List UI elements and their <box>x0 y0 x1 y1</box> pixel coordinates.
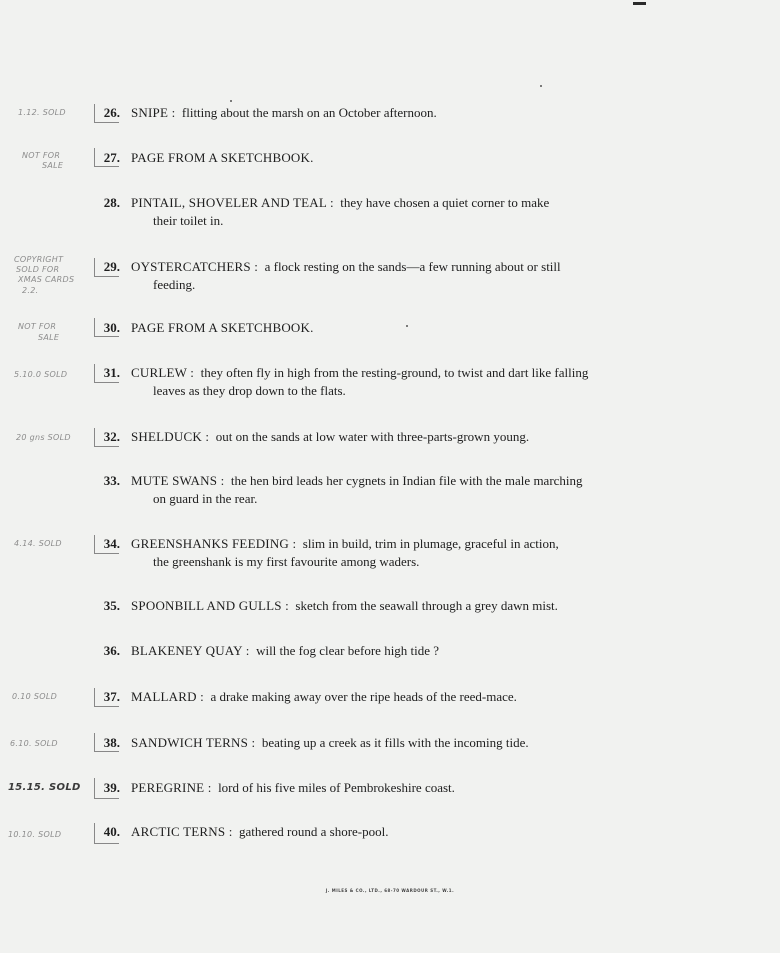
entry-number: 26. <box>103 105 120 120</box>
margin-note-37: 0.10 SOLD <box>12 692 58 701</box>
margin-note-40: 10.10. SOLD <box>8 830 62 839</box>
entry-text <box>131 149 653 167</box>
entry-number: 32. <box>103 429 120 444</box>
margin-note-29a: COPYRIGHT <box>14 255 64 264</box>
entry-text <box>131 364 653 400</box>
entry-continuation: feeding. <box>153 277 196 292</box>
entry-text <box>131 823 653 841</box>
entry-text <box>131 779 653 797</box>
entry-text <box>131 535 653 571</box>
top-edge-mark <box>633 2 646 5</box>
entry-description: slim in build, trim in plumage, graceful in action, <box>302 536 559 551</box>
entry-title: PAGE FROM A SKETCHBOOK. <box>131 150 314 165</box>
entry-text <box>131 597 653 615</box>
entry-number: 29. <box>103 259 120 274</box>
margin-note-29c: XMAS CARDS <box>18 275 75 284</box>
entry-title: BLAKENEY QUAY : <box>131 643 250 658</box>
entry-title: SHELDUCK : <box>131 429 210 444</box>
entry-text <box>131 319 653 337</box>
entry-title: MUTE SWANS : <box>131 473 225 488</box>
entry-text <box>131 734 653 752</box>
margin-note-32: 20 gns SOLD <box>16 433 71 442</box>
entry-text <box>131 258 653 294</box>
entry-title: SPOONBILL AND GULLS : <box>131 598 289 613</box>
margin-note-31: 5.10.0 SOLD <box>14 370 68 379</box>
entry-description: they often fly in high from the resting-ground, to twist and dart like falling <box>200 365 589 380</box>
entry-description: a flock resting on the sands—a few running about or still <box>264 259 561 274</box>
paper-speck <box>540 85 542 87</box>
entry-number: 36. <box>103 643 120 658</box>
entry-text <box>131 472 653 508</box>
entry-number: 31. <box>103 365 120 380</box>
entry-text <box>131 194 653 230</box>
entry-description: flitting about the marsh on an October afternoon. <box>181 105 437 120</box>
entry-text <box>131 428 653 446</box>
entry-title: PINTAIL, SHOVELER AND TEAL : <box>131 195 334 210</box>
entry-text <box>131 642 653 660</box>
margin-note-34: 4.14. SOLD <box>14 539 62 548</box>
entry-number: 30. <box>103 320 120 335</box>
entry-continuation: the greenshank is my first favourite among waders. <box>153 554 420 569</box>
entry-continuation: their toilet in. <box>153 213 224 228</box>
entry-description: lord of his five miles of Pembrokeshire coast. <box>218 780 455 795</box>
entry-title: MALLARD : <box>131 689 204 704</box>
entry-number: 37. <box>103 689 120 704</box>
entry-number: 40. <box>103 824 120 839</box>
entry-title: PEREGRINE : <box>131 780 212 795</box>
entry-title: OYSTERCATCHERS : <box>131 259 259 274</box>
entry-number: 35. <box>103 598 120 613</box>
entry-number: 27. <box>103 150 120 165</box>
entry-number: 33. <box>103 473 120 488</box>
entry-title: PAGE FROM A SKETCHBOOK. <box>131 320 314 335</box>
entry-description: gathered round a shore-pool. <box>239 824 389 839</box>
margin-note-38: 6.10. SOLD <box>10 739 58 748</box>
margin-note-30a: NOT FOR <box>18 322 57 331</box>
margin-note-39: 15.15. SOLD <box>8 782 81 793</box>
entry-text <box>131 688 653 706</box>
entry-continuation: leaves as they drop down to the flats. <box>153 383 346 398</box>
entry-number: 34. <box>103 536 120 551</box>
margin-note-27a: NOT FOR <box>22 151 61 160</box>
margin-note-29b: SOLD FOR <box>16 265 60 274</box>
margin-note-27b: SALE <box>42 161 64 170</box>
entry-title: GREENSHANKS FEEDING : <box>131 536 297 551</box>
entry-number: 39. <box>103 780 120 795</box>
paper-speck <box>230 100 232 102</box>
entry-description: beating up a creek as it fills with the incoming tide. <box>261 735 529 750</box>
entry-description: will the fog clear before high tide ? <box>256 643 440 658</box>
entry-title: CURLEW : <box>131 365 195 380</box>
entry-title: ARCTIC TERNS : <box>131 824 233 839</box>
entry-title: SANDWICH TERNS : <box>131 735 256 750</box>
entry-title: SNIPE : <box>131 105 176 120</box>
margin-note-26: 1.12. SOLD <box>18 108 66 117</box>
entry-number: 28. <box>103 195 120 210</box>
margin-note-30b: SALE <box>38 333 60 342</box>
margin-note-29d: 2.2. <box>22 286 39 295</box>
entry-description: they have chosen a quiet corner to make <box>340 195 550 210</box>
entry-description: sketch from the seawall through a grey dawn mist. <box>295 598 558 613</box>
entry-description: the hen bird leads her cygnets in Indian file with the male marching <box>230 473 583 488</box>
entry-text <box>131 104 653 122</box>
printer-imprint: J. MILES & CO., LTD., 68-70 WARDOUR ST., W.1. <box>325 888 455 893</box>
entry-number: 38. <box>103 735 120 750</box>
entry-description: a drake making away over the ripe heads of the reed-mace. <box>210 689 517 704</box>
entry-description: out on the sands at low water with three-parts-grown young. <box>215 429 530 444</box>
entry-continuation: on guard in the rear. <box>153 491 258 506</box>
